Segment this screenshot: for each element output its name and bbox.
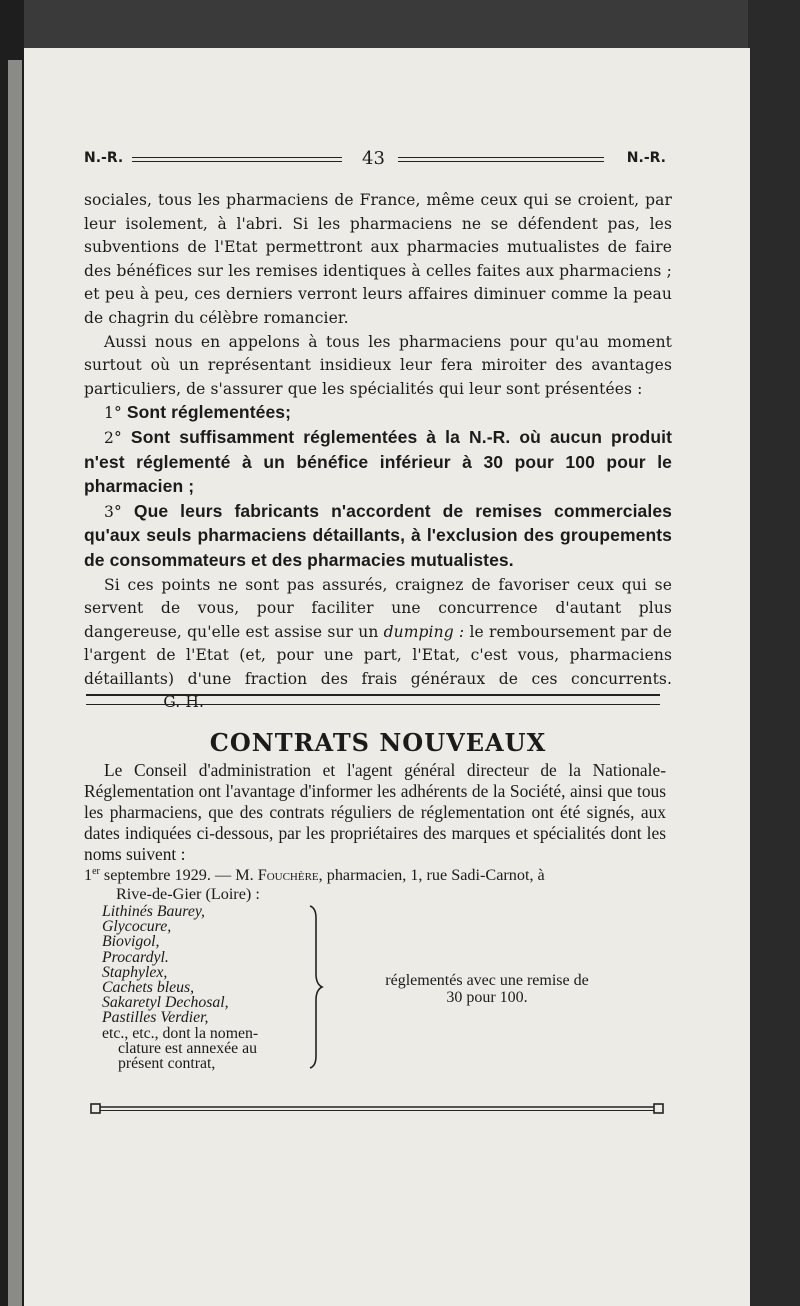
- list-item: etc., etc., dont la nomen-: [102, 1024, 259, 1042]
- closing-paragraph: Si ces points ne sont pas assurés, craignez de favoriser ceux qui se servent de vous, pour faciliter une concurrence d'autant plus dangereuse, qu'elle est assise sur un dumping : le remboursement par de l'argent de l'Etat (et, pour une part, l'Etat, c'est vous, pharmaciens détaillants) d'une fraction des frais généraux de ces concurrents.G. H.: [84, 574, 672, 716]
- list-item: Lithinés Baurey,: [102, 903, 205, 920]
- list-item: Staphylex,: [102, 963, 168, 981]
- product-list: [102, 904, 322, 1071]
- section-divider-top: [86, 694, 660, 696]
- curly-brace: [306, 904, 326, 1070]
- list-item: clature est annexée au: [118, 1039, 258, 1057]
- header-right-mark: N.-R.: [626, 150, 666, 166]
- article-body: [84, 189, 672, 715]
- list-item: présent contrat,: [118, 1055, 216, 1073]
- point-text: Sont réglementées;: [126, 402, 292, 423]
- header-left-mark: N.-R.: [84, 150, 124, 166]
- contract-day: 1: [84, 866, 93, 884]
- point-number: 1°: [104, 404, 122, 423]
- running-header: [84, 148, 666, 170]
- point-number: 2°: [104, 428, 122, 447]
- end-ornament-rule: [90, 1102, 664, 1116]
- point-text: Que leurs fabricants n'accordent de remises commerciales qu'aux seuls pharmaciens détaillants, à l'exclusion des groupements de consommateurs et des pharmacies mutualistes.: [84, 500, 672, 570]
- header-rule-left: [132, 157, 342, 162]
- contract-entry: 1er septembre 1929. — M. Fouchère, pharmacien, 1, rue Sadi-Carnot, à Rive-de-Gier (Loire) :: [84, 862, 666, 904]
- scan-background-right: [748, 0, 800, 1306]
- section-divider-bottom: [86, 704, 660, 705]
- signature: G. H.: [163, 693, 204, 712]
- article-paragraph: sociales, tous les pharmaciens de France, même ceux qui se croient, par leur isolement, à l'abri. Si les pharmaciens ne se défendent pas, les subventions de l'Etat permettront aux pharmacies mutualistes de faire des bénéfices sur les remises identiques à celles faites aux pharmaciens ; et peu à peu, ces derniers verront leurs affaires diminuer comme la peau de chagrin du célèbre romancier.: [84, 191, 672, 327]
- list-item: Sakaretyl Dechosal,: [102, 994, 229, 1012]
- list-item: Pastilles Verdier,: [102, 1009, 209, 1027]
- section-intro: Le Conseil d'administration et l'agent général directeur de la Nationale-Réglementation ont l'avantage d'informer les adhérents de la Société, ainsi que tous les pharmaciens, que des contrats réguliers de réglementation ont été signés, aux dates indiquées ci-dessous, par les propriétaires des marques et spécialités dont les noms suivent :: [84, 760, 666, 864]
- article-paragraph: Aussi nous en appelons à tous les pharmaciens pour qu'au moment surtout où un représentant insidieux leur fera miroiter des avantages particuliers, de s'assurer que les spécialités qui leur sont présentées :: [84, 332, 672, 398]
- header-rule-right: [398, 157, 604, 162]
- contract-name: Fouchère: [257, 866, 319, 884]
- section-title: CONTRATS NOUVEAUX: [209, 728, 547, 757]
- remise-note: réglementés avec une remise de 30 pour 100.: [385, 972, 589, 1006]
- point-text: Sont suffisamment réglementées à la N.-R. où aucun produit n'est réglementé à un bénéfice inférieur à 30 pour 100 pour le pharmacien ;: [84, 426, 673, 497]
- page-number: 43: [362, 148, 385, 169]
- contract-city: Rive-de-Gier (Loire) :: [116, 885, 260, 903]
- list-item: Procardyl.: [102, 948, 169, 966]
- italic-word: dumping :: [383, 622, 465, 641]
- list-item: Glycocure,: [102, 918, 172, 936]
- point-number: 3°: [104, 502, 122, 521]
- list-item: Biovigol,: [102, 933, 160, 951]
- page-edge-left: [8, 60, 22, 1306]
- list-item: Cachets bleus,: [102, 979, 195, 997]
